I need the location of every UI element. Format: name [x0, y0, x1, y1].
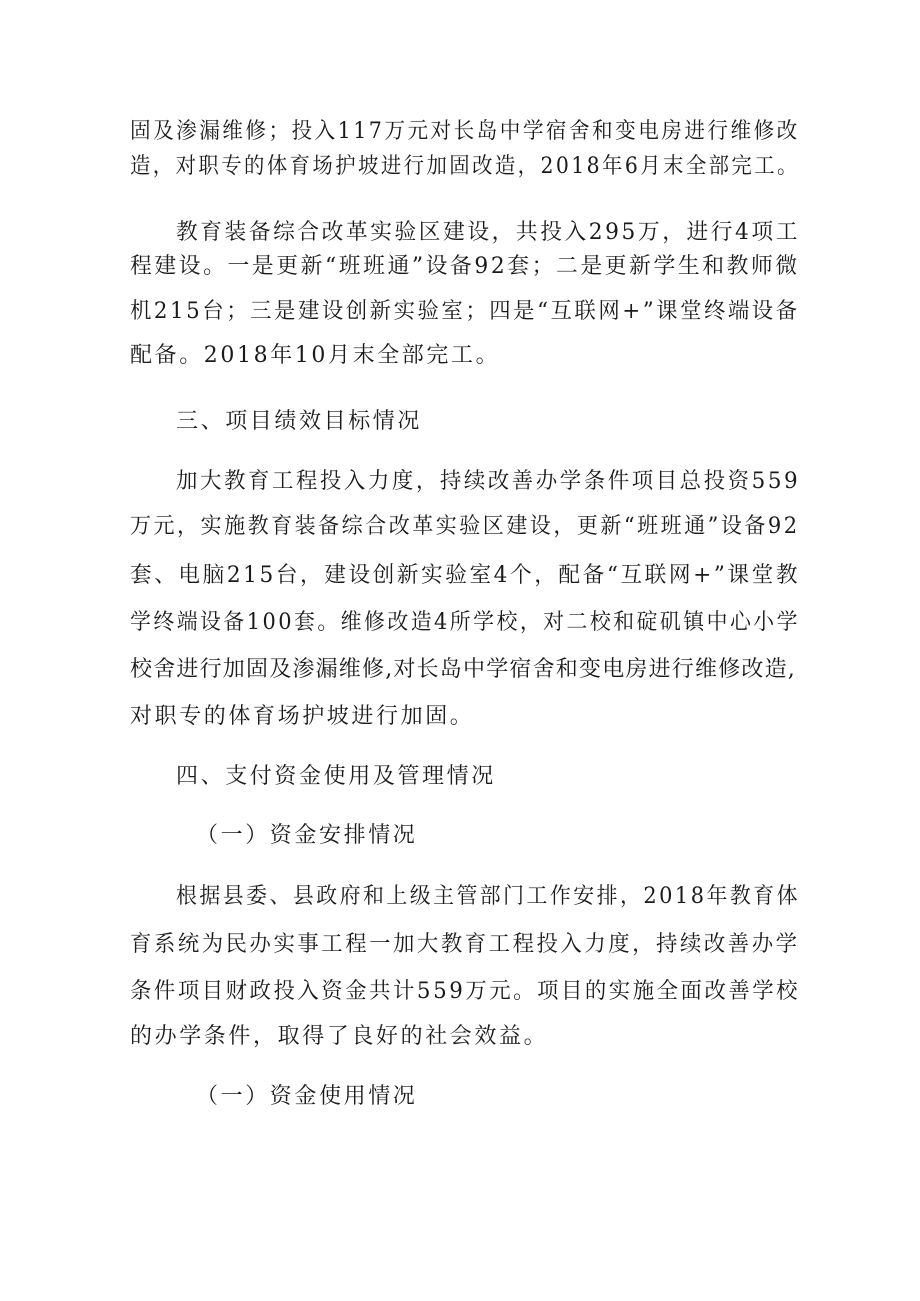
paragraph-3-line-3: 套、电脑215台，建设创新实验室4个，配备“互联网+”课堂教	[130, 563, 801, 588]
paragraph-4-line-4: 的办学条件，取得了良好的社会效益。	[130, 1024, 549, 1049]
paragraph-3-line-5: 校舍进行加固及渗漏维修,对长岛中学宿舍和变电房进行维修改造,	[130, 657, 796, 682]
section-3-heading: 三、项目绩效目标情况	[176, 409, 423, 434]
paragraph-3-line-1: 加大教育工程投入力度，持续改善办学条件项目总投资559	[176, 469, 801, 494]
section-4-heading: 四、支付资金使用及管理情况	[176, 764, 496, 789]
paragraph-2-line-2: 程建设。一是更新“班班通”设备92套；二是更新学生和教师微	[130, 254, 800, 279]
paragraph-4-line-3: 条件项目财政投入资金共计559万元。项目的实施全面改善学校	[130, 979, 801, 1004]
paragraph-3-line-4: 学终端设备100套。维修改造4所学校，对二校和碇矶镇中心小学	[130, 610, 800, 635]
paragraph-4-line-1: 根据县委、县政府和上级主管部门工作安排，2018年教育体	[176, 884, 800, 909]
paragraph-2-line-4: 配备。2018年10月末全部完工。	[130, 343, 501, 368]
paragraph-2-line-1: 教育装备综合改革实验区建设，共投入295万，进行4项工	[176, 220, 800, 245]
subsection-2-heading: （一）资金使用情况	[196, 1084, 418, 1109]
paragraph-1-line-1: 固及渗漏维修；投入117万元对长岛中学宿舍和变电房进行维修改	[130, 119, 800, 144]
paragraph-3-line-6: 对职专的体育场护坡进行加固。	[130, 704, 475, 729]
paragraph-2-line-3: 机215台；三是建设创新实验室；四是“互联网+”课堂终端设备	[130, 299, 800, 324]
paragraph-4-line-2: 育系统为民办实事工程一加大教育工程投入力度，持续改善办学	[130, 932, 800, 957]
subsection-1-heading: （一）资金安排情况	[196, 823, 418, 848]
paragraph-1-line-2: 造，对职专的体育场护坡进行加固改造，2018年6月末全部完工。	[130, 154, 800, 179]
paragraph-3-line-2: 万元，实施教育装备综合改革实验区建设，更新“班班通”设备92	[130, 514, 800, 539]
